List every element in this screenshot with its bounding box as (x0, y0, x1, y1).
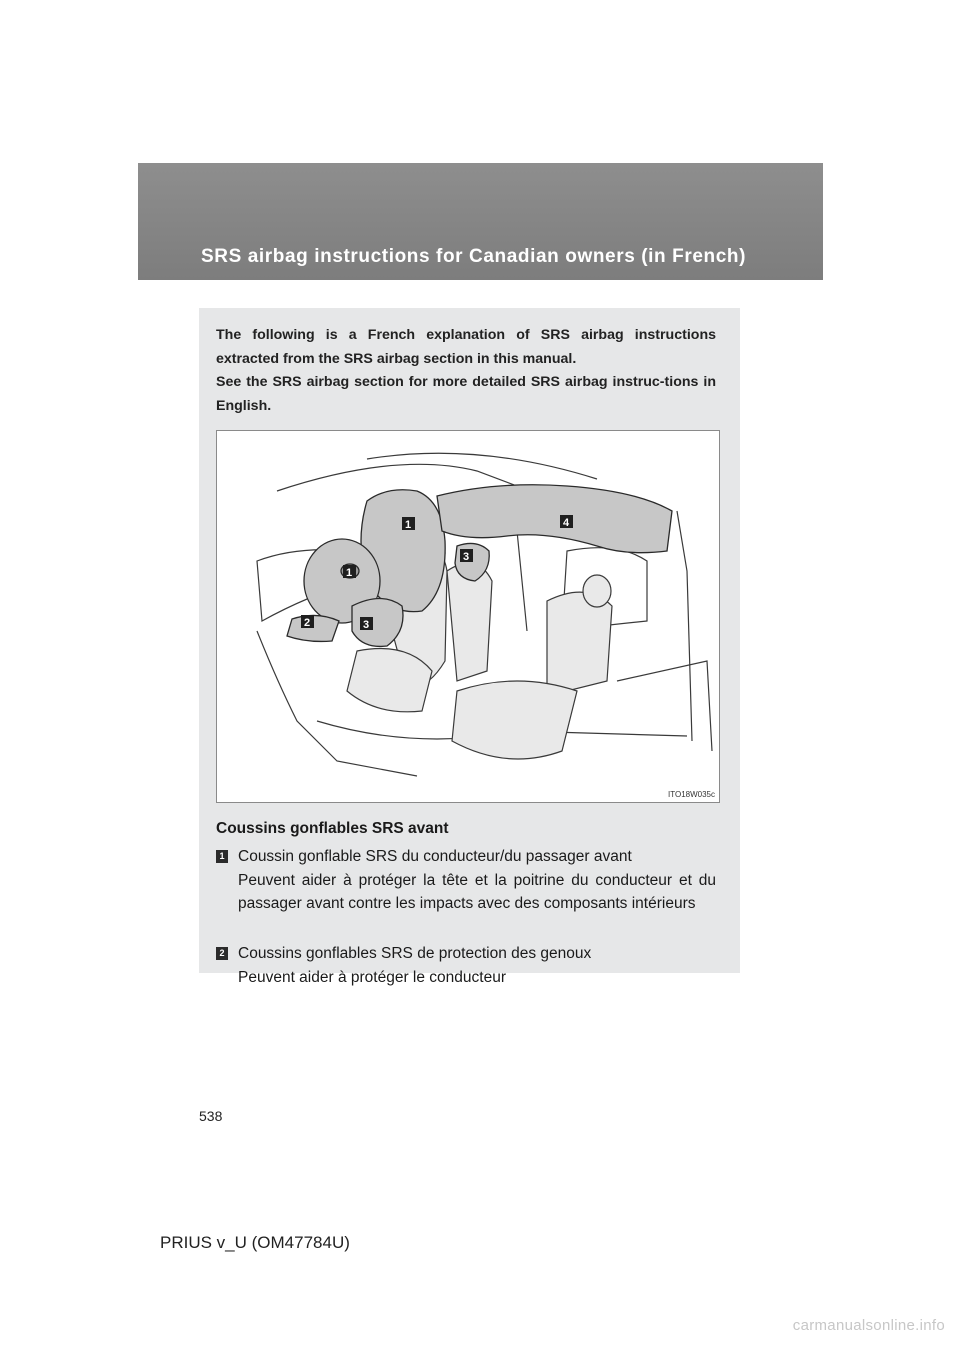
callout-label-1a: 1 (405, 519, 412, 531)
intro-text (216, 324, 716, 418)
callout-label-1b: 1 (346, 567, 353, 579)
rear-seat-cushion (452, 681, 577, 759)
curtain-airbag (437, 485, 672, 553)
figure-code: ITO18W035c (668, 790, 715, 799)
airbag-illustration (216, 430, 720, 803)
item-title: Coussins gonflables SRS de protection des genoux (238, 945, 592, 962)
item-description: Peuvent aider à protéger la tête et la poitrine du conducteur et du passager avant contre les impacts avec des composants intérieurs (238, 871, 716, 912)
windshield-frame (277, 464, 517, 491)
section-heading: Coussins gonflables SRS avant (216, 820, 449, 837)
footer-model: PRIUS v_U (OM47784U) (160, 1233, 350, 1252)
item-marker: 2 (216, 947, 228, 960)
watermark: carmanualsonline.info (792, 1317, 945, 1334)
item-description: Peuvent aider à protéger le conducteur (238, 968, 506, 986)
intro-paragraph-1: The following is a French explanation of SRS airbag instructions extracted from the SRS airbag section in this manual. (216, 327, 716, 367)
rear-pillar (677, 511, 692, 741)
intro-paragraph-2: See the SRS airbag section for more detailed SRS airbag instruc-tions in English. (216, 374, 716, 414)
list-item (216, 845, 716, 916)
airbag-illustration-drawing (217, 431, 719, 802)
section-header-band (138, 163, 823, 280)
callout-label-4: 4 (563, 517, 570, 529)
rear-seat-back (547, 592, 612, 696)
item-title: Coussin gonflable SRS du conducteur/du passager avant (238, 848, 632, 865)
list-item (216, 942, 716, 989)
callout-label-3a: 3 (363, 619, 370, 631)
section-title: SRS airbag instructions for Canadian owners (in French) (201, 246, 747, 267)
b-pillar (517, 531, 527, 631)
callout-label-2: 2 (304, 617, 311, 629)
item-marker: 1 (216, 850, 228, 863)
rear-headrest (583, 575, 611, 607)
content-panel (199, 308, 740, 986)
rear-cargo-floor (617, 661, 712, 751)
passenger-seat (447, 563, 492, 681)
headliner-line (367, 453, 597, 479)
page-number: 538 (199, 1108, 223, 1124)
callout-label-3b: 3 (463, 551, 470, 563)
